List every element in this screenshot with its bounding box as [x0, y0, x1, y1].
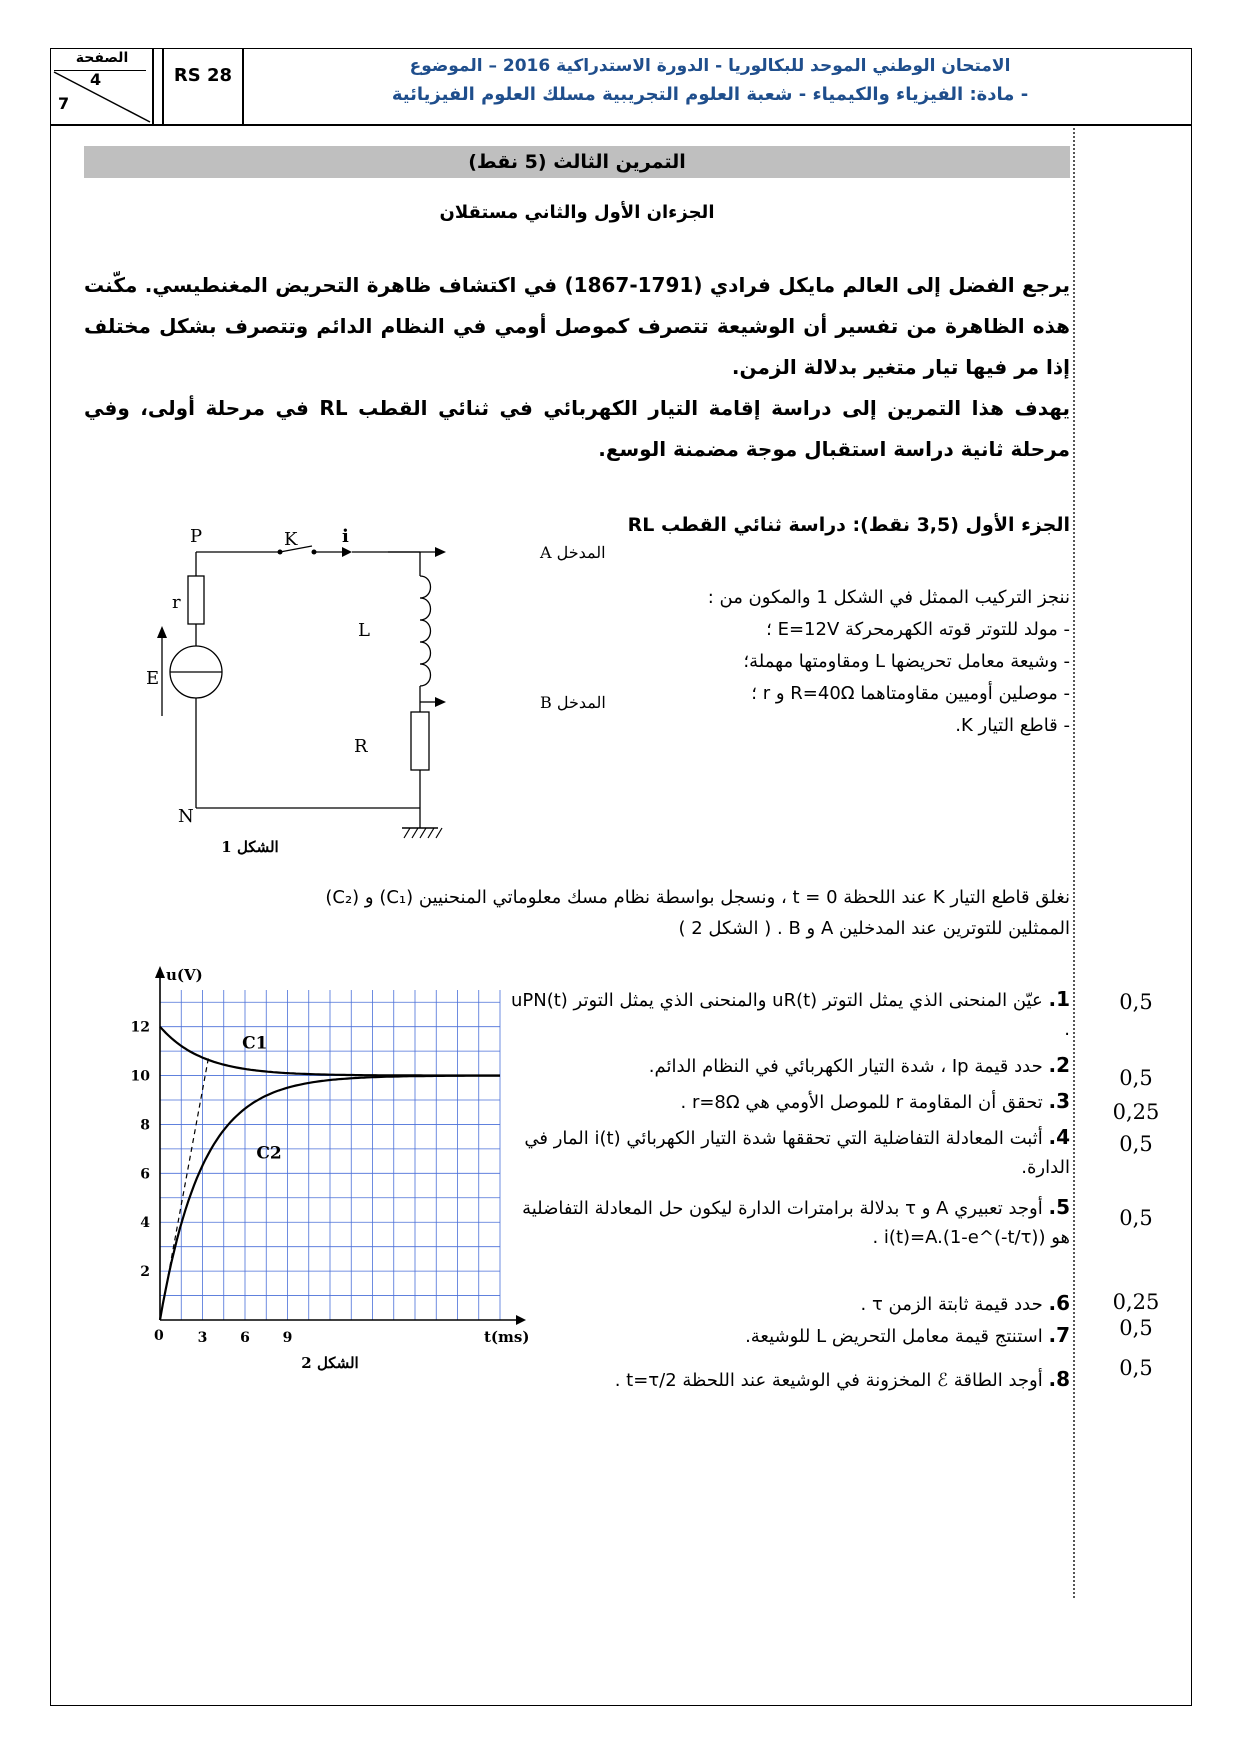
curve-c2-label: C2 [256, 1143, 282, 1164]
question-5: 5. أوجد تعبيري A و τ بدلالة برامترات الدارة ليكون حل المعادلة التفاضلية هو i(t)=A.(1-e^(-t/τ)) . [522, 1195, 1070, 1248]
figure1-caption: الشكل 1 [221, 838, 279, 856]
circuit-diagram [120, 516, 606, 866]
y-tick-label: 10 [130, 1068, 150, 1085]
title-year: 2016 [502, 56, 551, 76]
intro-paragraph-1: يرجع الفضل إلى العالم مايكل فرادي (1791-1867) في اكتشاف ظاهرة التحريض المغنطيسي. مكّنت هذه الظاهرة من تفسير أن الوشيعة تتصرف كموصل أومي في النظام الدائم وتتصرف بشكل مختلف إذا مر فيها تيار متغير بدلالة الزمن. [84, 273, 1071, 379]
tangent-line [160, 1058, 209, 1320]
label-r: r [172, 592, 181, 613]
figure2-caption: الشكل 2 [301, 1354, 359, 1372]
emf-arrow [157, 626, 167, 638]
exercise-title: التمرين الثالث (5 نقط) [84, 146, 1070, 178]
question-1: 1. عيّن المنحنى الذي يمثل التوتر uR(t) والمنحنى الذي يمثل التوتر uPN(t) . [510, 987, 1070, 1040]
label-E: E [146, 668, 160, 689]
y-tick-label: 2 [140, 1264, 150, 1281]
label-R: R [354, 736, 368, 757]
voltage-graph [130, 966, 550, 1420]
x-axis-label: t(ms) [484, 1328, 530, 1346]
label-K: K [284, 529, 298, 550]
y-tick-label: 6 [140, 1166, 150, 1183]
setup-line: - موصلين أوميين مقاومتاهما R=40Ω و r ؛ [751, 683, 1070, 704]
inductor-coil [420, 576, 431, 686]
title-line1-prefix: الامتحان الوطني الموحد للبكالوريا - الدورة الاستدراكية [556, 56, 1011, 76]
question-6: 6. حدد قيمة ثابتة الزمن τ . [860, 1291, 1070, 1315]
resistor-r [188, 576, 204, 624]
y-tick-label: 4 [140, 1215, 150, 1232]
intro-paragraph-2: يهدف هذا التمرين إلى دراسة إقامة التيار الكهربائي في ثنائي القطب RL في مرحلة أولى، وفي مرحلة ثانية دراسة استقبال موجة مضمنة الوسع. [84, 396, 1070, 461]
label-P: P [190, 526, 203, 547]
exam-header [50, 48, 1192, 126]
points-q3: 0,25 [1112, 1100, 1160, 1124]
current-arrow [342, 547, 352, 557]
resistor-R [411, 712, 429, 770]
setup-line: - قاطع التيار K. [955, 715, 1070, 736]
page-number: 4 [90, 70, 102, 89]
setup-line: - وشيعة معامل تحريضها L ومقاومتها مهملة؛ [743, 651, 1070, 672]
exercise-subtitle: الجزءان الأول والثاني مستقلان [439, 202, 715, 223]
curve-c1-label: C1 [242, 1033, 268, 1054]
points-q1: 0,5 [1119, 990, 1153, 1014]
title-line1-suffix: – الموضوع [409, 56, 497, 76]
x-tick-label: 3 [197, 1330, 208, 1346]
points-q6: 0,25 [1112, 1290, 1160, 1314]
experiment-text [100, 882, 1070, 944]
experiment-line-1: نغلق قاطع التيار K عند اللحظة t = 0 ، ونسجل بواسطة نظام مسك معلوماتي المنحنيين (C₁) و (C₂) [325, 887, 1070, 908]
label-input-a: المدخل A [540, 543, 606, 562]
title-line2: - مادة: الفيزياء والكيمياء - شعبة العلوم التجريبية مسلك العلوم الفيزيائية [391, 84, 1029, 105]
label-i: i [342, 526, 349, 547]
points-q4: 0,5 [1119, 1132, 1153, 1156]
setup-line: - مولد للتوتر قوته الكهرمحركة E=12V ؛ [766, 619, 1070, 640]
exercise-intro [84, 265, 1070, 470]
question-3: 3. تحقق أن المقاومة r للموصل الأومي هي r=8Ω . [680, 1089, 1070, 1113]
points-q5: 0,5 [1119, 1206, 1153, 1230]
question-4: 4. أثبت المعادلة التفاضلية التي تحققها شدة التيار الكهربائي i(t) المار في الدارة. [524, 1125, 1070, 1178]
y-axis-label: u(V) [166, 966, 203, 984]
question-7: 7. استنتج قيمة معامل التحريض L للوشيعة. [745, 1323, 1070, 1347]
y-tick-label: 12 [130, 1019, 150, 1036]
page-total: 7 [58, 94, 70, 113]
setup-list [520, 582, 1070, 742]
points-q8: 0,5 [1119, 1356, 1153, 1380]
setup-line: ننجز التركيب الممثل في الشكل 1 والمكون من : [707, 587, 1070, 608]
part1-title: الجزء الأول (3,5 نقط): دراسة ثنائي القطب RL [627, 514, 1070, 536]
questions-list [500, 985, 1070, 1405]
label-input-b: المدخل B [540, 693, 606, 712]
points-q7: 0,5 [1119, 1316, 1153, 1340]
label-L: L [358, 620, 370, 641]
label-N: N [178, 806, 194, 827]
input-b-arrow [435, 697, 446, 707]
x-tick-label: 0 [154, 1328, 164, 1344]
x-tick-label: 9 [282, 1330, 293, 1346]
question-2: 2. حدد قيمة Ip ، شدة التيار الكهربائي في النظام الدائم. [648, 1053, 1070, 1077]
exam-code: RS 28 [162, 48, 244, 124]
graph-grid [160, 990, 500, 1320]
page-number-box [50, 48, 154, 124]
y-tick-label: 8 [140, 1117, 150, 1134]
x-tick-label: 6 [240, 1330, 250, 1346]
points-q2: 0,5 [1119, 1066, 1153, 1090]
question-8: 8. أوجد الطاقة ℰ المخزونة في الوشيعة عند اللحظة t=τ/2 . [614, 1367, 1070, 1391]
input-a-arrow [435, 547, 446, 557]
graph-ticks [131, 1020, 293, 1346]
experiment-line-2: الممثلين للتوترين عند المدخلين A و B . ( الشكل 2 ) [678, 918, 1070, 939]
page-label: الصفحة [75, 50, 129, 66]
points-column-divider [1073, 128, 1075, 1598]
exam-title [250, 52, 1170, 110]
